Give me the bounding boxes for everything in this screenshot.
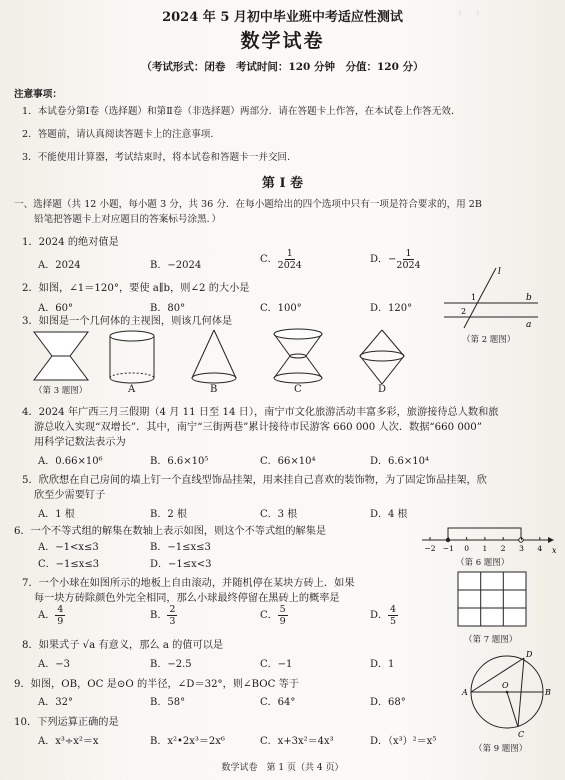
q9-option-a: A．32° xyxy=(38,697,73,708)
tick-label: 2 xyxy=(500,544,506,553)
q6-option-a: A．−1<x≤3 xyxy=(38,542,99,553)
line-l xyxy=(464,268,496,328)
chord-da xyxy=(471,658,524,692)
label-a: A xyxy=(462,688,468,697)
q9-option-d: D．68° xyxy=(370,697,406,708)
option-d-double-cone xyxy=(360,330,404,384)
q7-option-b: B． $\frac{2}{3}$ xyxy=(150,604,176,627)
q6-number-line xyxy=(418,522,558,554)
q9-stem: 9．如图，OB，OC 是⊙O 的半径，∠D＝32°，则∠BOC 等于 xyxy=(14,679,299,690)
option-b-cone xyxy=(192,330,236,383)
q6-option-b: B．−1≤x≤3 xyxy=(150,542,211,553)
label-1: 1 xyxy=(471,293,477,302)
q10-option-b: B．x²•2x³＝2x⁶ xyxy=(150,736,225,747)
q7-line2: 每一块方砖除颜色外完全相同，那么小球最终停留在黑砖上的概率是 xyxy=(34,593,340,604)
q8-option-b: B．−2.5 xyxy=(150,659,192,670)
tick-label: 1 xyxy=(482,544,488,553)
q2-option-d: D．120° xyxy=(370,303,413,314)
q2-figure-caption: （第 2 题图） xyxy=(462,335,516,345)
q5-line2: 欣至少需要钉子 xyxy=(34,490,106,501)
q2-stem: 2．如图，∠1＝120°，要使 a∥b，则∠2 的大小是 xyxy=(22,283,250,294)
label-l: l xyxy=(498,267,501,277)
q5-option-c: C．3 根 xyxy=(260,509,298,520)
q3-label-d: D xyxy=(378,384,387,395)
q5-option-a: A．1 根 xyxy=(38,509,75,520)
q3-label-b: B xyxy=(210,384,218,395)
q5-option-d: D．4 根 xyxy=(370,509,408,520)
q6-figure-caption: （第 6 题图） xyxy=(456,558,510,568)
tick-label: 0 xyxy=(464,544,469,553)
q9-figure-caption: （第 9 题图） xyxy=(474,744,528,754)
notice-heading: 注意事项： xyxy=(14,89,62,100)
option-c-double-frustum xyxy=(274,329,322,383)
q8-option-c: C．−1 xyxy=(260,659,293,670)
q5-line1: 5．欣欣想在自己房间的墙上钉一个直线型饰品挂架，用来挂自己喜欢的装饰物，为了固定饰品挂架，欣 xyxy=(22,475,487,486)
q1-stem: 1．2024 的绝对值是 xyxy=(22,237,119,248)
section-intro-line1: 一、选择题（共 12 小题，每小题 3 分，共 36 分．在每小题给出的四个选项中只有一项是符合要求的，用 2B xyxy=(14,199,482,210)
q6-option-d: D．−1≤x<3 xyxy=(150,559,212,570)
tick-label: 3 xyxy=(519,544,524,553)
q1-option-d: D．− $\frac{1}{2024}$ xyxy=(370,248,421,271)
q2-figure xyxy=(440,262,540,330)
q8-stem: 8．如果式子 √a 有意义，那么 a 的值可以是 xyxy=(22,640,224,651)
label-b: B xyxy=(545,688,551,697)
q4-line1: 4．2024 年广西三月三假期（4 月 11 日至 14 日），南宁市文化旅游活动丰富多彩，旅游接待总人数和旅 xyxy=(22,407,499,418)
q7-option-d: D． $\frac{4}{5}$ xyxy=(370,604,397,627)
q9-circle-figure xyxy=(462,648,552,742)
q5-option-b: B．2 根 xyxy=(150,509,187,520)
exam-title: 2024 年 5 月初中毕业班中考适应性测试 xyxy=(162,10,403,25)
q3-label-a: A xyxy=(128,384,136,395)
q2-option-b: B．80° xyxy=(150,303,186,314)
q4-option-a: A．0.66×10⁶ xyxy=(38,456,103,467)
q4-line3: 用科学记数法表示为 xyxy=(34,437,126,448)
q1-c-fraction: $\frac{1}{2024}$ xyxy=(277,248,302,271)
q6-stem: 6．一个不等式组的解集在数轴上表示如图，则这个不等式组的解集是 xyxy=(14,526,327,537)
label-a: a xyxy=(526,320,532,330)
section-title: 第 Ⅰ 卷 xyxy=(261,176,304,191)
radius-oc xyxy=(507,692,518,727)
q9-option-b: B．58° xyxy=(150,697,186,708)
label-c: C xyxy=(518,730,525,739)
option-a-cylinder xyxy=(110,331,154,383)
label-o: O xyxy=(502,681,509,690)
page-footer: 数学试卷 第 1 页（共 4 页） xyxy=(221,763,344,773)
q3-label-c: C xyxy=(294,384,302,395)
q7-option-c: C． $\frac{5}{9}$ xyxy=(260,604,286,627)
front-view-shape xyxy=(34,332,88,380)
q1-option-c: C． $\frac{1}{2024}$ xyxy=(260,248,302,271)
q3-stem: 3．如图是一个几何体的主视图，则该几何体是 xyxy=(22,316,233,327)
label-d: D xyxy=(526,650,533,659)
q4-option-c: C．66×10⁴ xyxy=(260,456,316,467)
q4-line2: 游总收入实现“双增长”．其中，南宁“三街两巷”累计接待市民游客 660 000 人次．数据“660 000” xyxy=(34,422,482,433)
center-point xyxy=(506,691,509,694)
q6-option-c: C．−1≤x≤3 xyxy=(38,559,100,570)
axis-arrow xyxy=(548,537,554,543)
exam-meta: （考试形式：闭卷 考试时间：120 分钟 分值：120 分） xyxy=(141,61,424,73)
q1-d-fraction: $\frac{1}{2024}$ xyxy=(396,248,421,271)
notice-item-2: 2．答题前，请认真阅读答题卡上的注意事项． xyxy=(22,129,220,140)
notice-item-1: 1．本试卷分第Ⅰ卷（选择题）和第Ⅱ卷（非选择题）两部分．请在答题卡上作答，在本试卷上作答无效． xyxy=(22,106,461,117)
notice-item-3: 3．不能使用计算器，考试结束时，将本试卷和答题卡一并交回． xyxy=(22,152,297,163)
tick-label: −2 xyxy=(424,544,436,553)
q4-option-d: D．6.6×10⁴ xyxy=(370,456,430,467)
q8-option-d: D．1 xyxy=(370,659,395,670)
q1-option-b: B．−2024 xyxy=(150,260,202,271)
bleed-through-text: （ ） xyxy=(455,9,483,17)
q10-stem: 10．下列运算正确的是 xyxy=(14,717,119,728)
q2-option-c: C．100° xyxy=(260,303,302,314)
q3-figure-caption: （第 3 题图） xyxy=(34,386,88,396)
q2-option-a: A．60° xyxy=(38,303,73,314)
q9-option-c: C．64° xyxy=(260,697,296,708)
q8-option-a: A．−3 xyxy=(38,659,70,670)
q7-option-a: A． $\frac{4}{9}$ xyxy=(38,604,64,627)
section-intro-line2: 铅笔把答题卡上对应题目的答案标号涂黑．） xyxy=(34,214,222,225)
q7-floor-tiles xyxy=(456,570,528,628)
label-b: b xyxy=(526,293,532,303)
q4-option-b: B．6.6×10⁵ xyxy=(150,456,209,467)
q1-option-a: A．2024 xyxy=(38,260,81,271)
axis-label-x: x xyxy=(552,546,557,555)
q10-option-d: D．（x³）²＝x⁵ xyxy=(370,736,437,747)
q7-line1: 7．一个小球在如图所示的地板上自由滚动，并随机停在某块方砖上．如果 xyxy=(22,578,355,589)
exam-subject-title: 数学试卷 xyxy=(240,30,325,52)
q3-figures xyxy=(30,328,430,398)
label-2: 2 xyxy=(461,307,467,316)
q10-option-c: C．x+3x²＝4x³ xyxy=(260,736,334,747)
q7-figure-caption: （第 7 题图） xyxy=(464,635,518,645)
q10-option-a: A．x³÷x²＝x xyxy=(38,736,99,747)
tick-label: 4 xyxy=(537,544,543,553)
tick-label: −1 xyxy=(442,544,454,553)
